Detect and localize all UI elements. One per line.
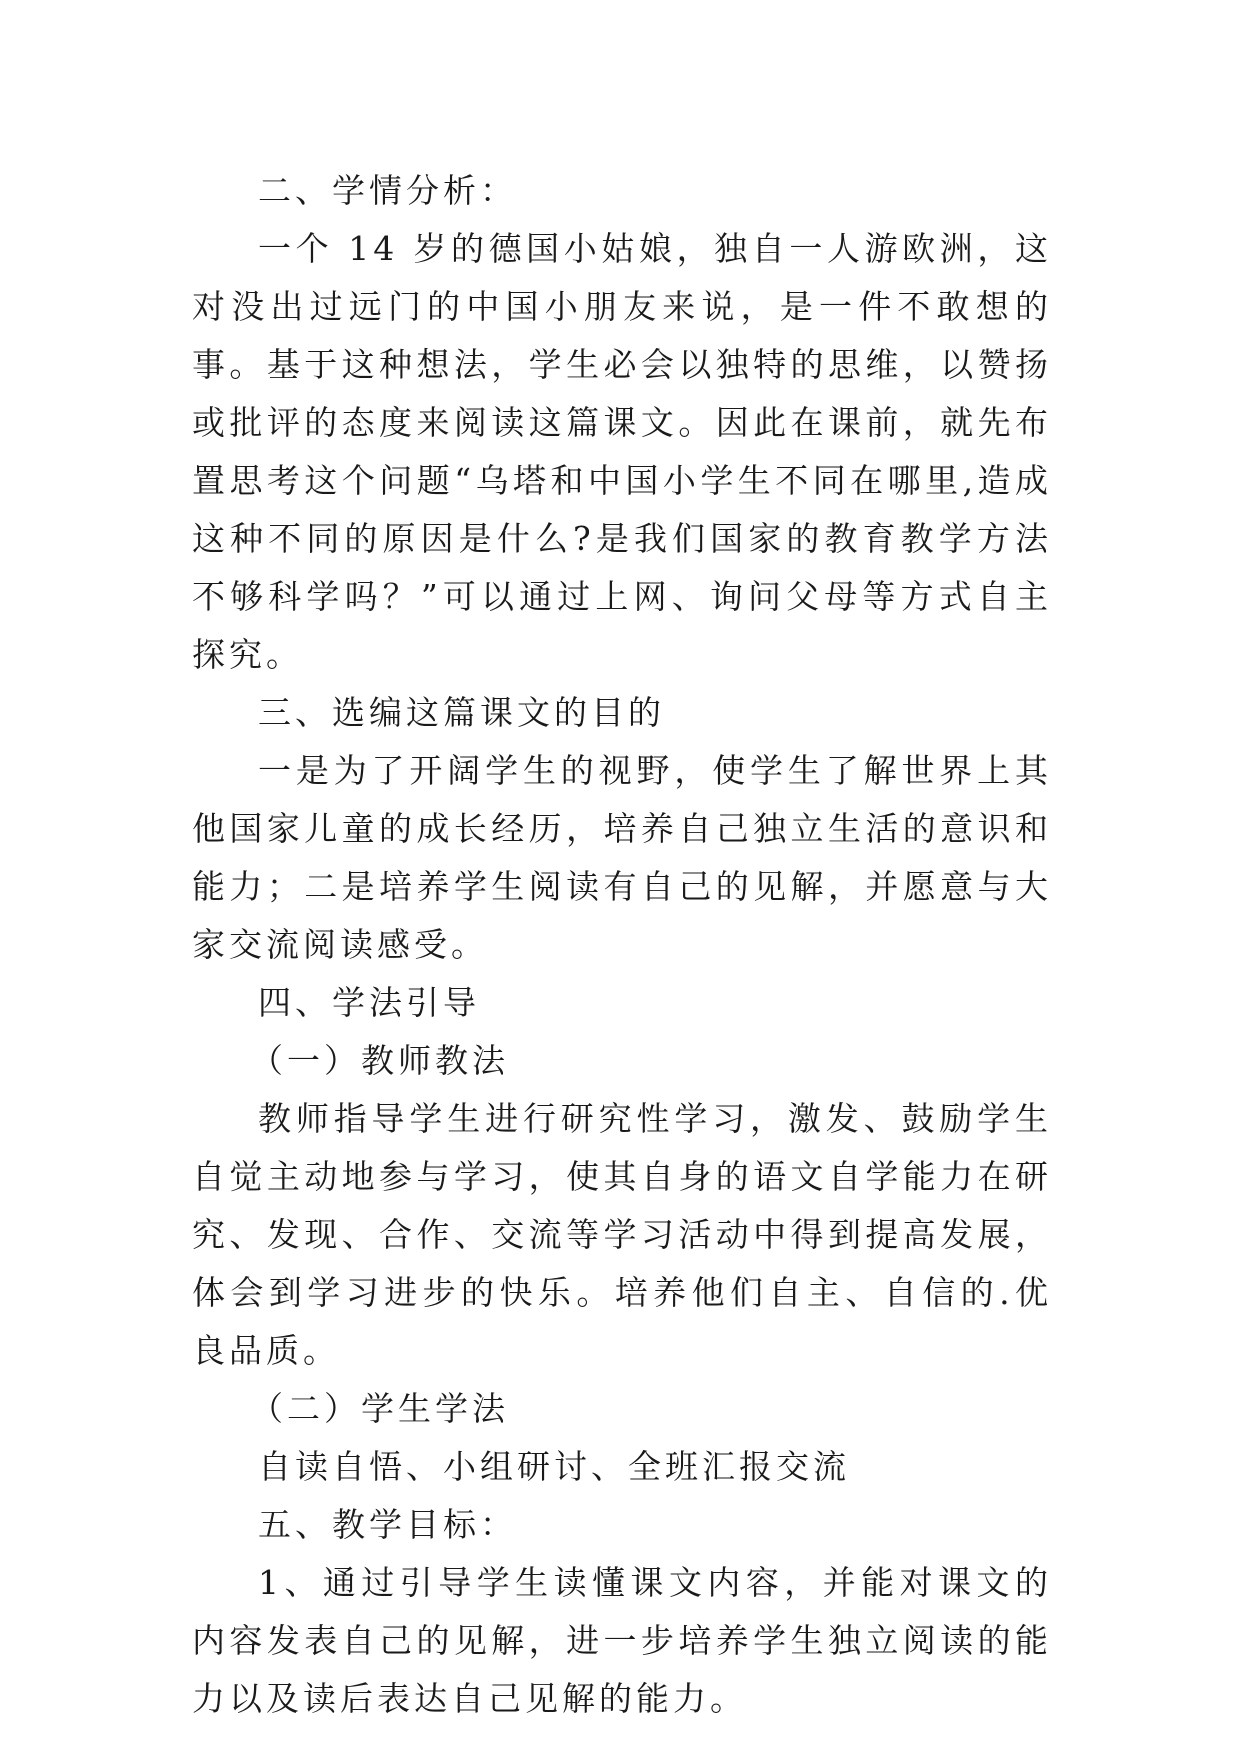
section-heading-student-analysis: 二、学情分析： (258, 171, 517, 210)
section-heading-teaching-goals: 五、教学目标： (258, 1505, 517, 1544)
document-body (192, 162, 1052, 1728)
paragraph-purpose: 一是为了开阔学生的视野，使学生了解世界上其他国家儿童的成长经历，培养自己独立生活的意识和能力；二是培养学生阅读有自己的见解，并愿意与大家交流阅读感受。 (192, 751, 1052, 964)
paragraph-student-analysis: 一个 14 岁的德国小姑娘，独自一人游欧洲，这对没出过远门的中国小朋友来说，是一件不敢想的事。基于这种想法，学生必会以独特的思维，以赞扬或批评的态度来阅读这篇课文。因此在课前，就先布置思考这个问题“乌塔和中国小学生不同在哪里,造成这种不同的原因是什么?是我们国家的教育教学方法不够科学吗？”可以通过上网、询问父母等方式自主探究。 (192, 229, 1052, 674)
section-heading-purpose: 三、选编这篇课文的目的 (258, 693, 665, 732)
paragraph-student-method: 自读自悟、小组研讨、全班汇报交流 (258, 1447, 850, 1486)
paragraph-teaching-goal-1: 1、通过引导学生读懂课文内容，并能对课文的内容发表自己的见解，进一步培养学生独立阅读的能力以及读后表达自己见解的能力。 (192, 1563, 1052, 1718)
section-heading-learning-guidance: 四、学法引导 (258, 983, 480, 1022)
paragraph-teacher-method: 教师指导学生进行研究性学习，激发、鼓励学生自觉主动地参与学习，使其自身的语文自学能力在研究、发现、合作、交流等学习活动中得到提高发展，体会到学习进步的快乐。培养他们自主、自信的.优良品质。 (192, 1099, 1052, 1370)
subheading-student-method: （二）学生学法 (250, 1389, 509, 1428)
subheading-teacher-method: （一）教师教法 (250, 1041, 509, 1080)
